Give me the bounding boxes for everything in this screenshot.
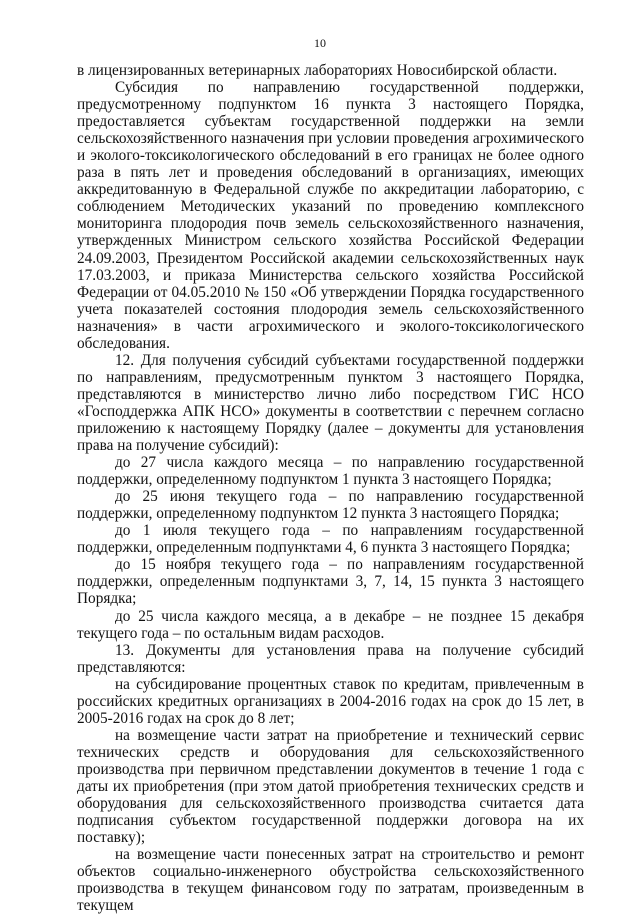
- paragraph-deadline-june-25: до 25 июня текущего года – по направлению государственной поддержки, определенному подпунктом 12 пункта 3 настоящего Порядка;: [77, 488, 584, 523]
- paragraph-deadline-25-monthly: до 25 числа каждого месяца, а в декабре – не позднее 15 декабря текущего года – по остальным видам расходов.: [77, 607, 584, 642]
- paragraph-deadline-july-1: до 1 июля текущего года – по направлениям государственной поддержки, определенным подпунктами 4, 6 пункта 3 настоящего Порядка;: [77, 522, 584, 557]
- paragraph-deadline-nov-15: до 15 ноября текущего года – по направлениям государственной поддержки, определенным подпунктами 3, 7, 14, 15 пункта 3 настоящего Порядка;: [77, 556, 584, 608]
- document-body: [77, 62, 584, 914]
- paragraph-item-12: 12. Для получения субсидий субъектами государственной поддержки по направлениям, предусмотренным пунктом 3 настоящего Порядка, представляются в министерство лично либо посредством ГИС НСО «Господдержка АПК НСО» документы в соответствии с перечнем согласно приложению к настоящему Порядку (далее – документы для установления права на получение субсидий):: [77, 351, 584, 455]
- paragraph-deadline-27: до 27 числа каждого месяца – по направлению государственной поддержки, определенному подпунктом 1 пункта 3 настоящего Порядка;: [77, 454, 584, 489]
- paragraph-continuation: в лицензированных ветеринарных лабораториях Новосибирской области.: [77, 62, 558, 79]
- paragraph-subsidy-16: Субсидия по направлению государственной поддержки, предусмотренному подпунктом 16 пункта 3 настоящего Порядка, предоставляется субъектам государственной поддержки на земли сельскохозяйственного назначения при условии проведения агрохимического и эколого-токсикологического обследований в его границах не более одного раза в пять лет и проведения обследований в организациях, имеющих аккредитованную в Федеральной службе по аккредитации лабораторию, с соблюдением Методических указаний по проведению комплексного мониторинга плодородия почв земель сельскохозяйственного назначения, утвержденных Министром сельского хозяйства Российской Федерации 24.09.2003, Президентом Российской академии сельскохозяйственных наук 17.03.2003, и приказа Министерства сельского хозяйства Российской Федерации от 04.05.2010 № 150 «Об утверждении Порядка государственного учета показателей состояния плодородия земель сельскохозяйственного назначения» в части агрохимического и эколого-токсикологического обследования.: [77, 79, 584, 352]
- paragraph-item-13: 13. Документы для установления права на получение субсидий представляются:: [77, 641, 584, 676]
- page-number: 10: [314, 36, 326, 50]
- paragraph-construction: на возмещение части понесенных затрат на строительство и ремонт объектов социально-инженерного обустройства сельскохозяйственного производства в текущем финансовом году по затратам, произведенным в текущем: [77, 846, 584, 914]
- paragraph-interest-rates: на субсидирование процентных ставок по кредитам, привлеченным в российских кредитных организациях в 2004-2016 годах на срок до 15 лет, в 2005-2016 годах на срок до 8 лет;: [77, 675, 584, 727]
- paragraph-equipment: на возмещение части затрат на приобретение и технический сервис технических средств и оборудования для сельскохозяйственного производства при первичном представлении документов в течение 1 года с даты их приобретения (при этом датой приобретения технических средств и оборудования для сельскохозяйственного производства считается дата подписания субъектом государственной поддержки договора на их поставку);: [77, 726, 584, 847]
